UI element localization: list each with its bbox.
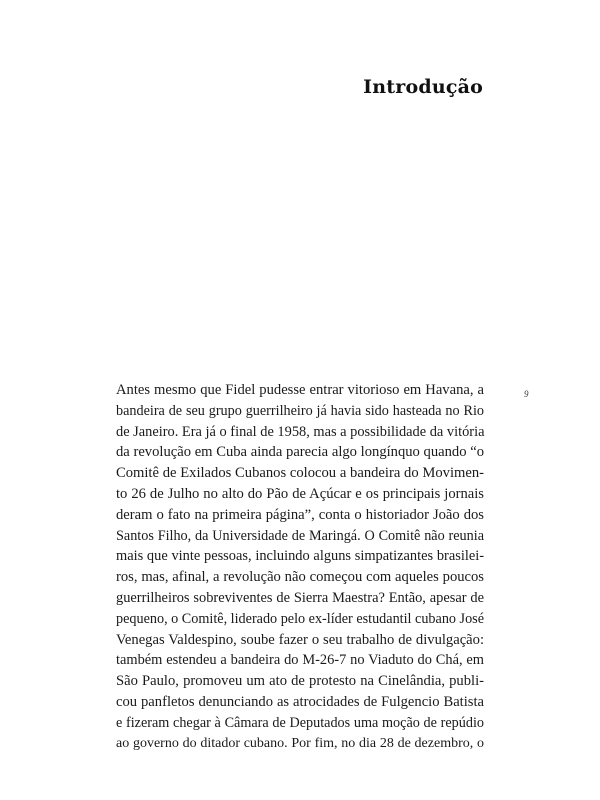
text-line: pequeno, o Comitê, liderado pelo ex-líder estudantil cubano José — [116, 610, 484, 627]
body-paragraph — [116, 380, 484, 754]
text-line: Santos Filho, da Universidade de Maringá. O Comitê não reunia — [116, 527, 484, 544]
text-line: guerrilheiros sobreviventes de Sierra Maestra? Então, apesar de — [116, 589, 484, 606]
page-number: 9 — [524, 389, 529, 399]
text-line: deram o fato na primeira página”, conta o historiador João dos — [116, 506, 484, 523]
text-line: Venegas Valdespino, soube fazer o seu trabalho de divulgação: — [116, 631, 484, 648]
text-line: de Janeiro. Era já o final de 1958, mas a possibilidade da vitória — [116, 423, 485, 440]
text-line: Comitê de Exilados Cubanos colocou a bandeira do Movimen- — [116, 465, 484, 482]
chapter-title: Introdução — [363, 76, 483, 98]
text-line: e fizeram chegar à Câmara de Deputados uma moção de repúdio — [116, 714, 484, 731]
text-line: bandeira de seu grupo guerrilheiro já havia sido hasteada no Rio — [116, 402, 484, 419]
text-line: São Paulo, promoveu um ato de protesto na Cinelândia, publi- — [116, 673, 484, 690]
text-line: da revolução em Cuba ainda parecia algo longínquo quando “o — [116, 444, 484, 461]
text-line: ao governo do ditador cubano. Por fim, no dia 28 de dezembro, o — [116, 735, 484, 751]
text-line: também estendeu a bandeira do M-26-7 no Viaduto do Chá, em — [116, 652, 484, 669]
text-line: to 26 de Julho no alto do Pão de Açúcar e os principais jornais — [116, 485, 484, 502]
text-line: Antes mesmo que Fidel pudesse entrar vitorioso em Havana, a — [116, 382, 484, 398]
text-line: ros, mas, afinal, a revolução não começou com aqueles poucos — [116, 569, 484, 586]
text-line: mais que vinte pessoas, incluindo alguns simpatizantes brasilei- — [116, 548, 484, 565]
text-line: cou panfletos denunciando as atrocidades de Fulgencio Batista — [116, 693, 484, 710]
